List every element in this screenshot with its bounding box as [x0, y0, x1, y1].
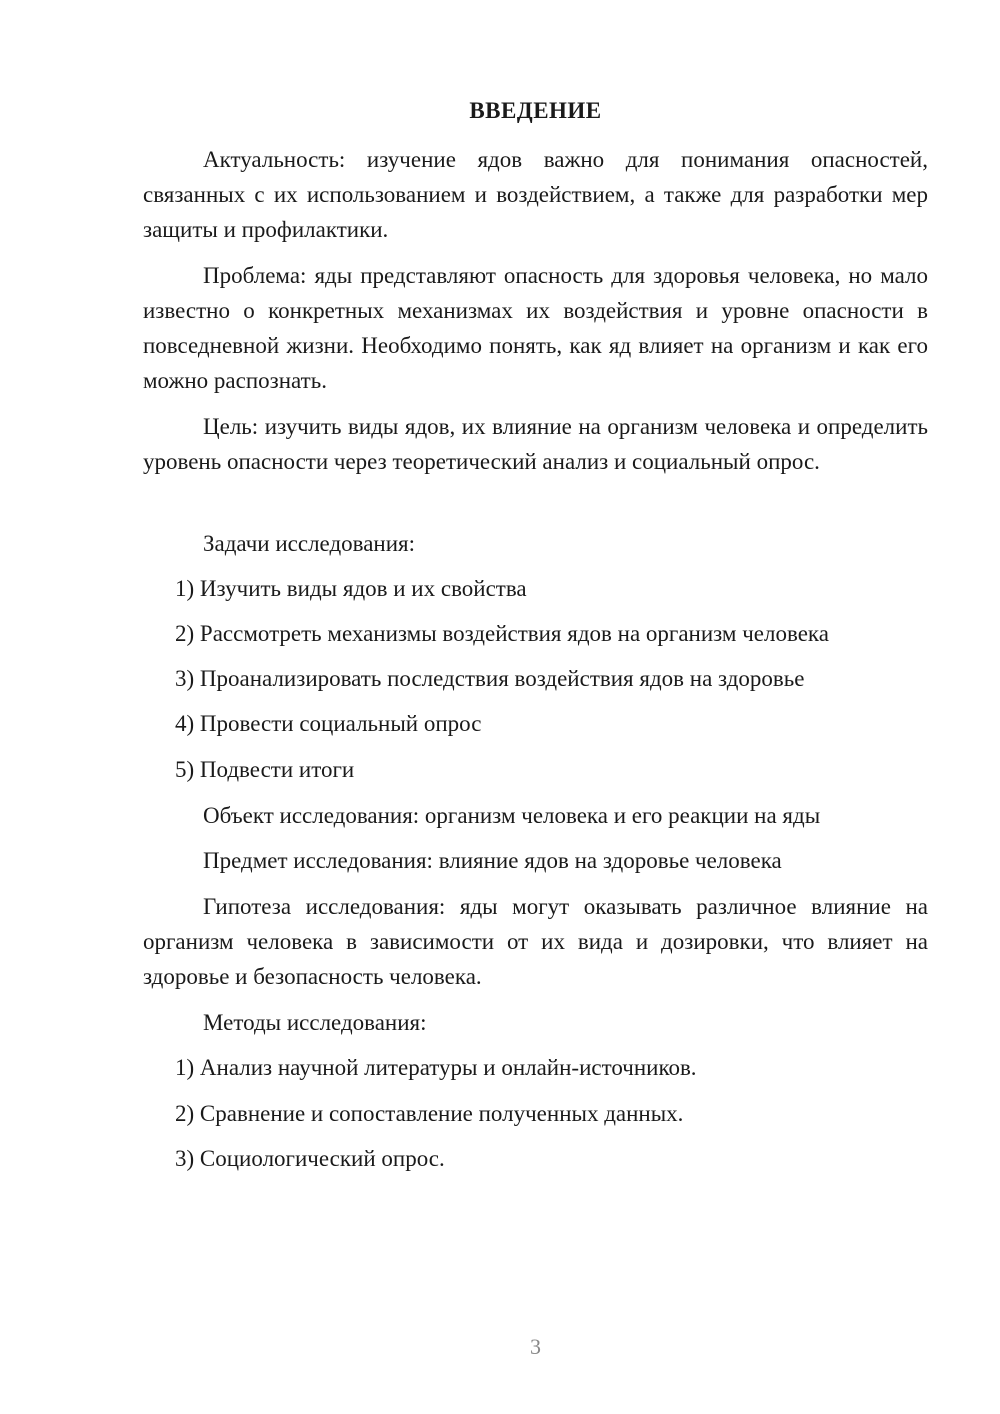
task-item: 3) Проанализировать последствия воздействия ядов на здоровье	[175, 666, 805, 691]
goal-paragraph: Цель: изучить виды ядов, их влияние на организм человека и определить уровень опасности через теоретический анализ и социальный опрос.	[143, 414, 928, 474]
task-item: 4) Провести социальный опрос	[175, 711, 482, 736]
methods-heading: Методы исследования:	[203, 1010, 427, 1035]
task-item: 5) Подвести итоги	[175, 757, 355, 782]
object-line: Объект исследования: организм человека и его реакции на яды	[203, 803, 821, 828]
tasks-heading: Задачи исследования:	[203, 531, 416, 556]
document-page	[143, 0, 928, 1414]
hypothesis-paragraph: Гипотеза исследования: яды могут оказывать различное влияние на организм человека в зависимости от их вида и дозировки, что влияет на здоровье и безопасность человека.	[143, 894, 928, 989]
task-item: 2) Рассмотреть механизмы воздействия ядов на организм человека	[175, 621, 829, 646]
relevance-paragraph: Актуальность: изучение ядов важно для понимания опасностей, связанных с их использованием и воздействием, а также для разработки мер защиты и профилактики.	[143, 147, 928, 242]
page-number: 3	[530, 1334, 541, 1359]
method-item: 2) Сравнение и сопоставление полученных данных.	[175, 1101, 684, 1126]
subject-line: Предмет исследования: влияние ядов на здоровье человека	[203, 848, 782, 873]
method-item: 3) Социологический опрос.	[175, 1146, 445, 1171]
method-item: 1) Анализ научной литературы и онлайн-источников.	[175, 1055, 697, 1080]
problem-paragraph: Проблема: яды представляют опасность для здоровья человека, но мало известно о конкретных механизмах их воздействия и уровне опасности в повседневной жизни. Необходимо понять, как яд влияет на организм и как его можно распознать.	[143, 263, 928, 393]
page-title: ВВЕДЕНИЕ	[469, 98, 602, 123]
task-item: 1) Изучить виды ядов и их свойства	[175, 576, 527, 601]
